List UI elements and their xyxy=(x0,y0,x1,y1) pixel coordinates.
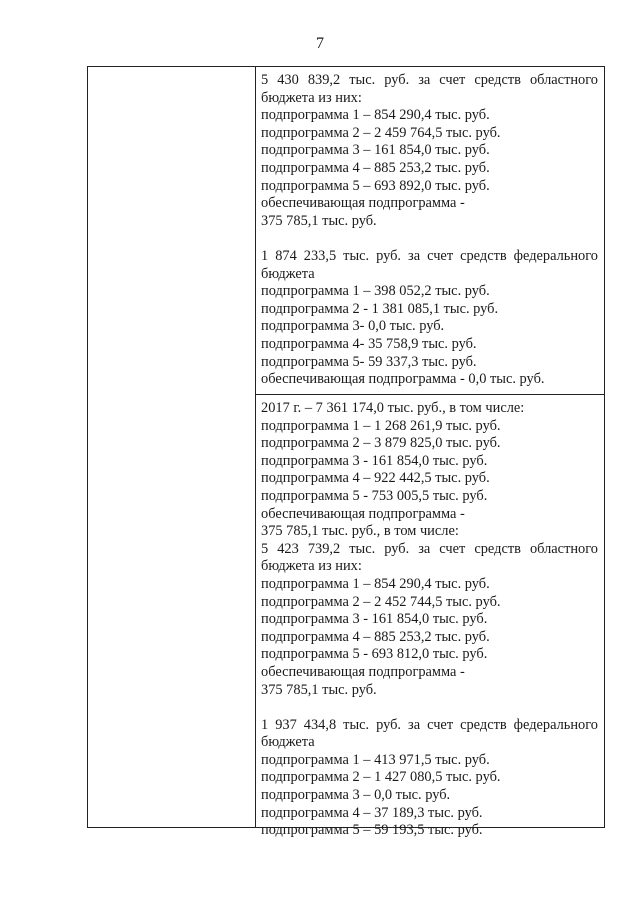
blank-line xyxy=(261,230,598,248)
text-line: подпрограмма 2 - 1 381 085,1 тыс. руб. xyxy=(261,300,499,317)
text-line: 5 423 739,2 тыс. руб. за счет средств областного xyxy=(261,540,598,557)
text-line: подпрограмма 5 – 693 892,0 тыс. руб. xyxy=(261,177,490,194)
text-line: подпрограмма 2 – 2 459 764,5 тыс. руб. xyxy=(261,124,501,141)
text-line: подпрограмма 1 – 398 052,2 тыс. руб. xyxy=(261,283,490,300)
text-line: 1 874 233,5 тыс. руб. за счет средств федерального xyxy=(261,247,598,264)
text-line: подпрограмма 5 – 59 193,5 тыс. руб. xyxy=(261,822,483,839)
text-line: обеспечивающая подпрограмма - 0,0 тыс. руб. xyxy=(261,371,545,388)
text-line: 2017 г. – 7 361 174,0 тыс. руб., в том числе: xyxy=(261,400,525,416)
text-line: обеспечивающая подпрограмма - xyxy=(261,195,465,212)
table-left-column xyxy=(88,67,256,827)
text-line: подпрограмма 3 – 0,0 тыс. руб. xyxy=(261,787,451,804)
text-line: 375 785,1 тыс. руб. xyxy=(261,212,377,229)
text-line: подпрограмма 2 – 1 427 080,5 тыс. руб. xyxy=(261,769,501,786)
text-line: 375 785,1 тыс. руб. xyxy=(261,681,377,698)
table-right-column xyxy=(256,67,604,839)
funding-block-2017 xyxy=(256,395,604,839)
text-line: подпрограмма 1 – 854 290,4 тыс. руб. xyxy=(261,107,490,124)
text-line: подпрограмма 4 – 37 189,3 тыс. руб. xyxy=(261,804,483,821)
funding-table xyxy=(87,66,605,839)
text-line: подпрограмма 3 - 161 854,0 тыс. руб. xyxy=(261,611,488,628)
text-line: подпрограмма 1 – 1 268 261,9 тыс. руб. xyxy=(261,417,501,434)
text-line: бюджета из них: xyxy=(261,89,362,106)
text-line: обеспечивающая подпрограмма - xyxy=(261,663,465,680)
text-line: обеспечивающая подпрограмма - xyxy=(261,505,465,522)
text-line: подпрограмма 4- 35 758,9 тыс. руб. xyxy=(261,335,477,352)
text-line: подпрограмма 5 - 693 812,0 тыс. руб. xyxy=(261,646,488,663)
text-line: 5 430 839,2 тыс. руб. за счет средств областного xyxy=(261,72,598,88)
text-line: 1 937 434,8 тыс. руб. за счет средств федерального xyxy=(261,716,598,733)
text-line: подпрограмма 1 – 413 971,5 тыс. руб. xyxy=(261,751,490,768)
funding-block-2016 xyxy=(256,67,604,395)
text-line: подпрограмма 4 – 885 253,2 тыс. руб. xyxy=(261,159,490,176)
text-line: бюджета xyxy=(261,734,315,751)
text-line: 375 785,1 тыс. руб., в том числе: xyxy=(261,523,459,540)
text-line: подпрограмма 2 – 3 879 825,0 тыс. руб. xyxy=(261,435,501,452)
text-line: подпрограмма 4 – 885 253,2 тыс. руб. xyxy=(261,628,490,645)
text-line: подпрограмма 1 – 854 290,4 тыс. руб. xyxy=(261,575,490,592)
page-number: 7 xyxy=(316,35,324,52)
text-line: подпрограмма 2 – 2 452 744,5 тыс. руб. xyxy=(261,593,501,610)
text-line: подпрограмма 3- 0,0 тыс. руб. xyxy=(261,318,445,335)
blank-line xyxy=(261,699,598,717)
text-line: подпрограмма 5 - 753 005,5 тыс. руб. xyxy=(261,487,488,504)
text-line: подпрограмма 4 – 922 442,5 тыс. руб. xyxy=(261,470,490,487)
text-line: бюджета xyxy=(261,265,315,282)
text-line: бюджета из них: xyxy=(261,558,362,575)
text-line: подпрограмма 5- 59 337,3 тыс. руб. xyxy=(261,353,477,370)
text-line: подпрограмма 3 - 161 854,0 тыс. руб. xyxy=(261,452,488,469)
text-line: подпрограмма 3 – 161 854,0 тыс. руб. xyxy=(261,142,490,159)
